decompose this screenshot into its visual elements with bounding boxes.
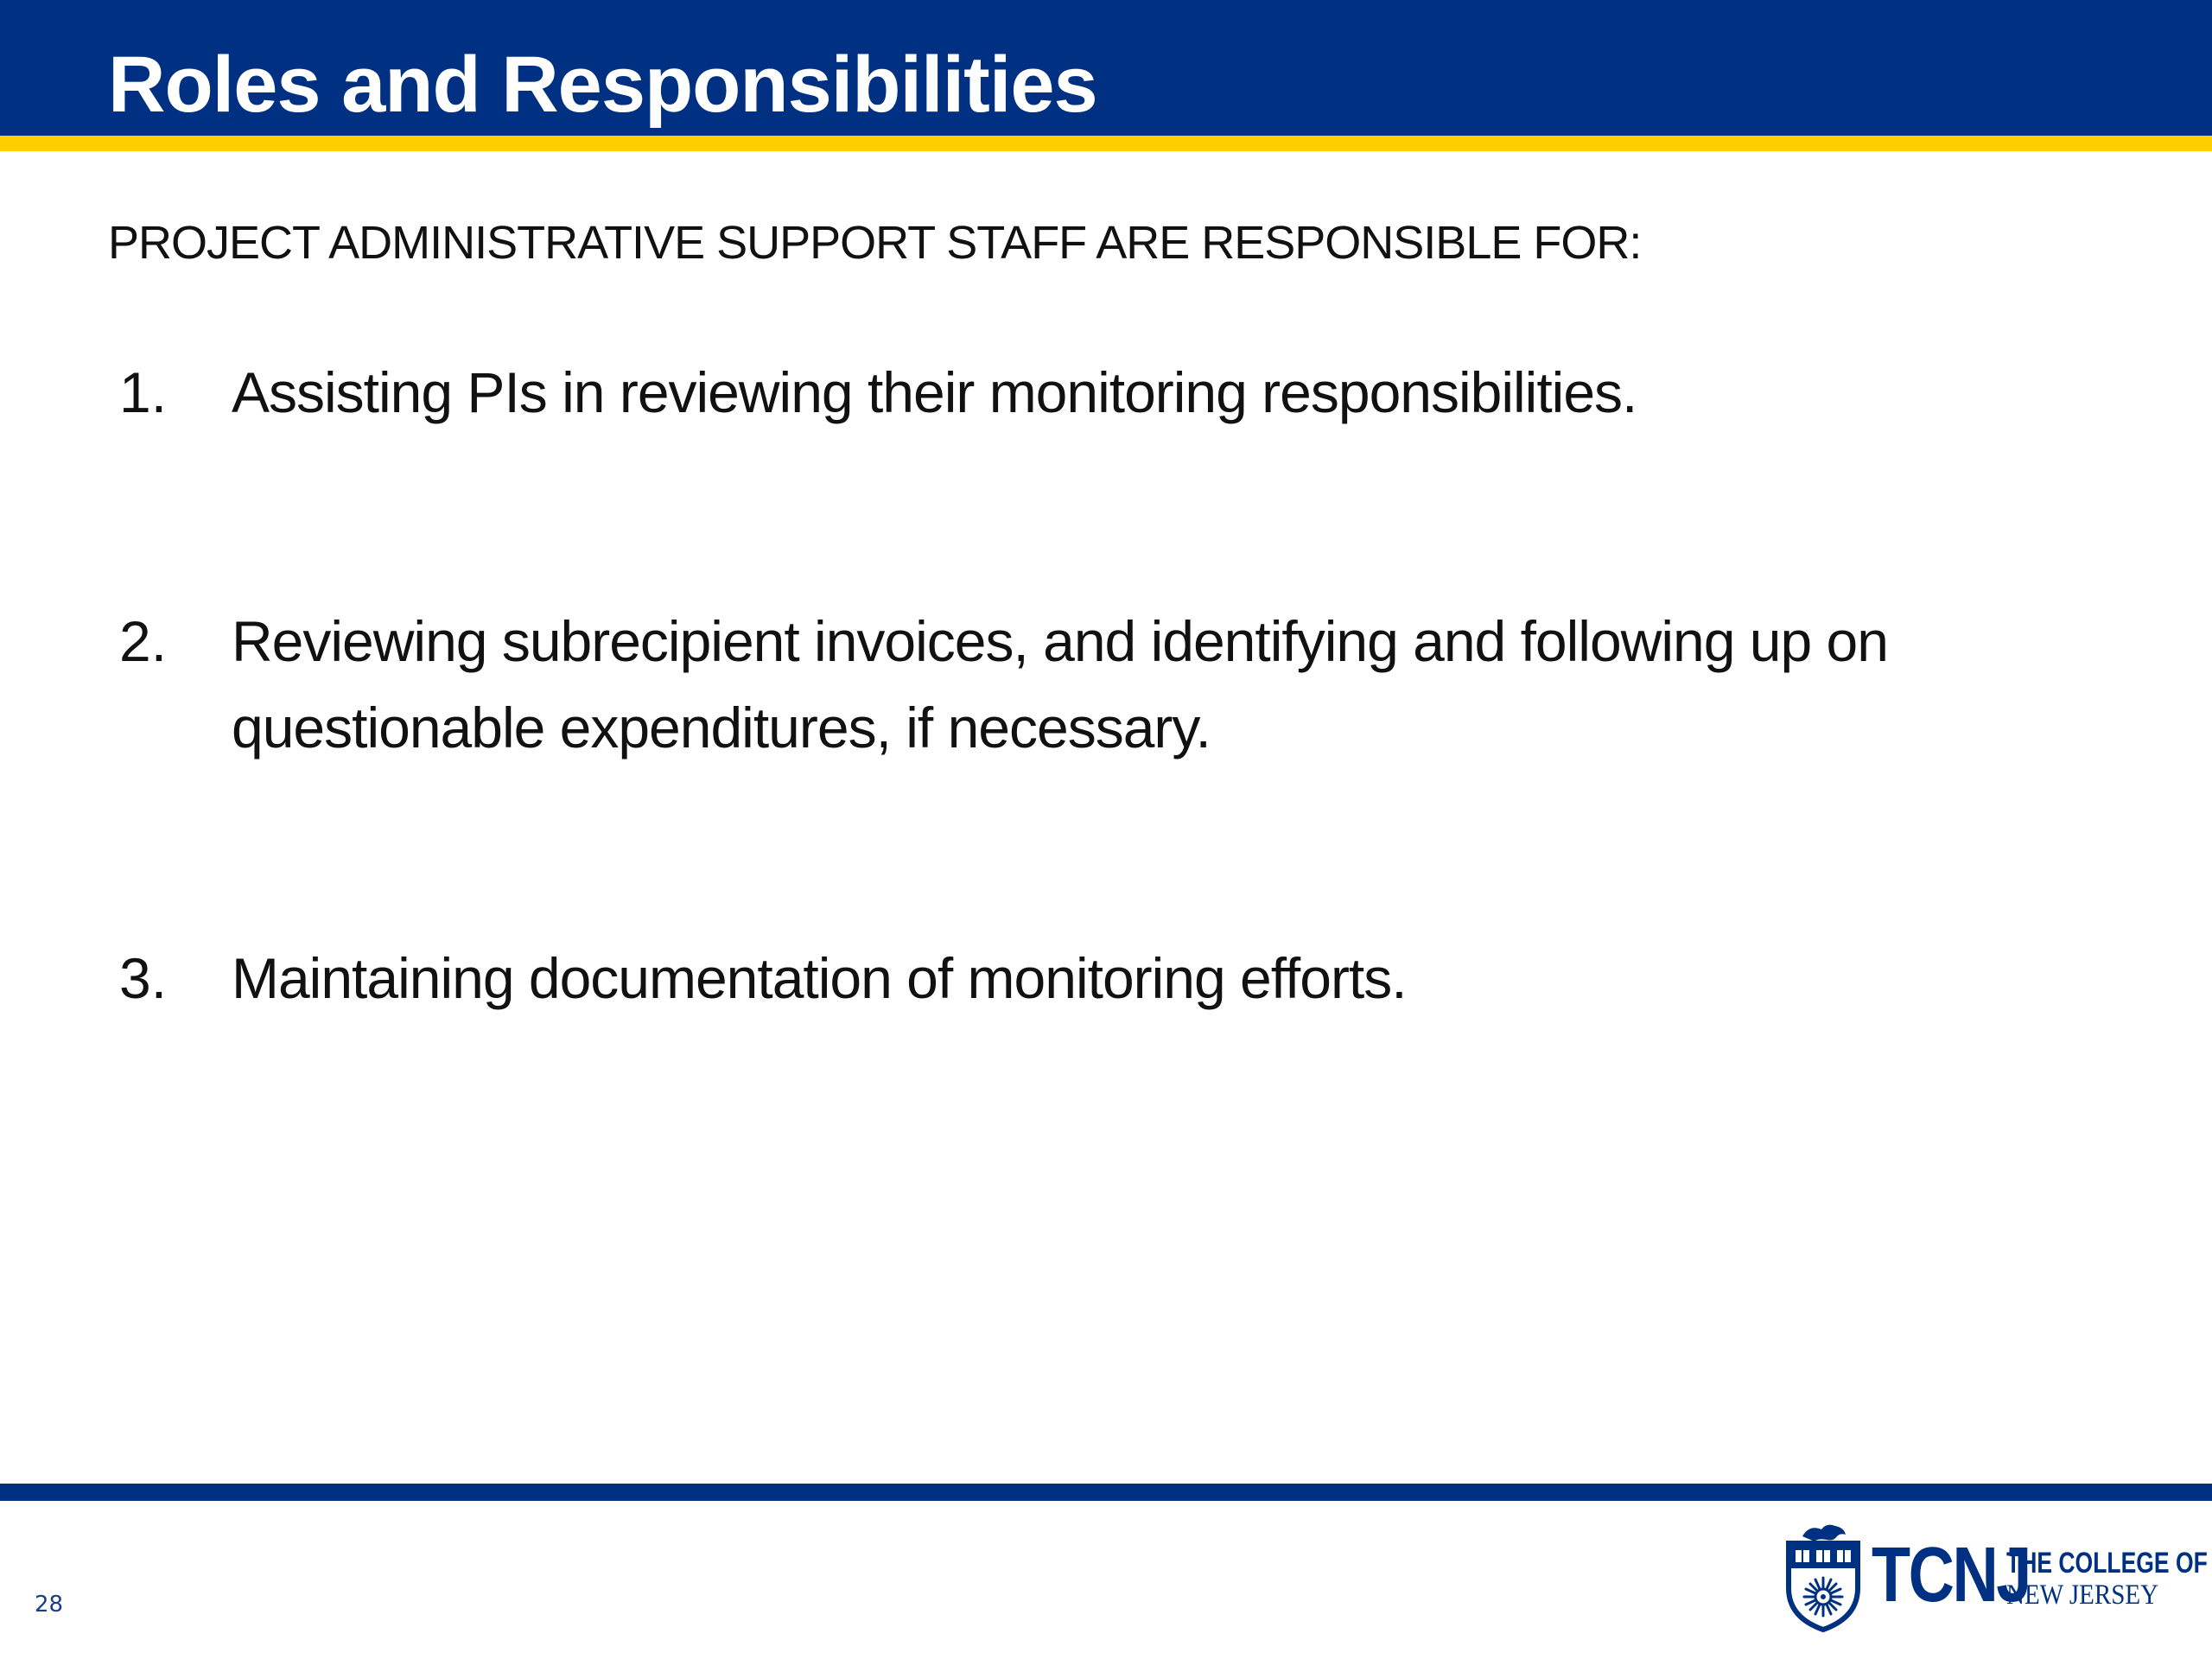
tcnj-logo	[1783, 1517, 2208, 1638]
section-heading: PROJECT ADMINISTRATIVE SUPPORT STAFF ARE RESPONSIBLE FOR:	[108, 217, 1642, 269]
footer-rule	[0, 1484, 2212, 1501]
slide-title: Roles and Responsibilities	[108, 41, 1097, 129]
list-item-number: 3.	[119, 946, 168, 1010]
logo-subtitle-line2: NEW JERSEY	[2006, 1580, 2159, 1611]
list-item-number: 1.	[119, 360, 168, 424]
logo-subtitle-line1: THE COLLEGE OF	[2006, 1547, 2208, 1580]
page-number: 28	[35, 1592, 64, 1618]
list-item-text: Maintaining documentation of monitoring efforts.	[232, 946, 1407, 1010]
list-item-text: Assisting PIs in reviewing their monitoring responsibilities.	[232, 360, 1637, 424]
logo-wordmark: TCNJ	[1872, 1532, 2030, 1618]
title-accent-stripe	[0, 136, 2212, 151]
college-seal-icon	[1783, 1521, 1863, 1633]
list-item-number: 2.	[119, 609, 168, 673]
list-item-text: Reviewing subrecipient invoices, and identifying and following up on questionable expenditures, if necessary.	[232, 609, 1888, 760]
